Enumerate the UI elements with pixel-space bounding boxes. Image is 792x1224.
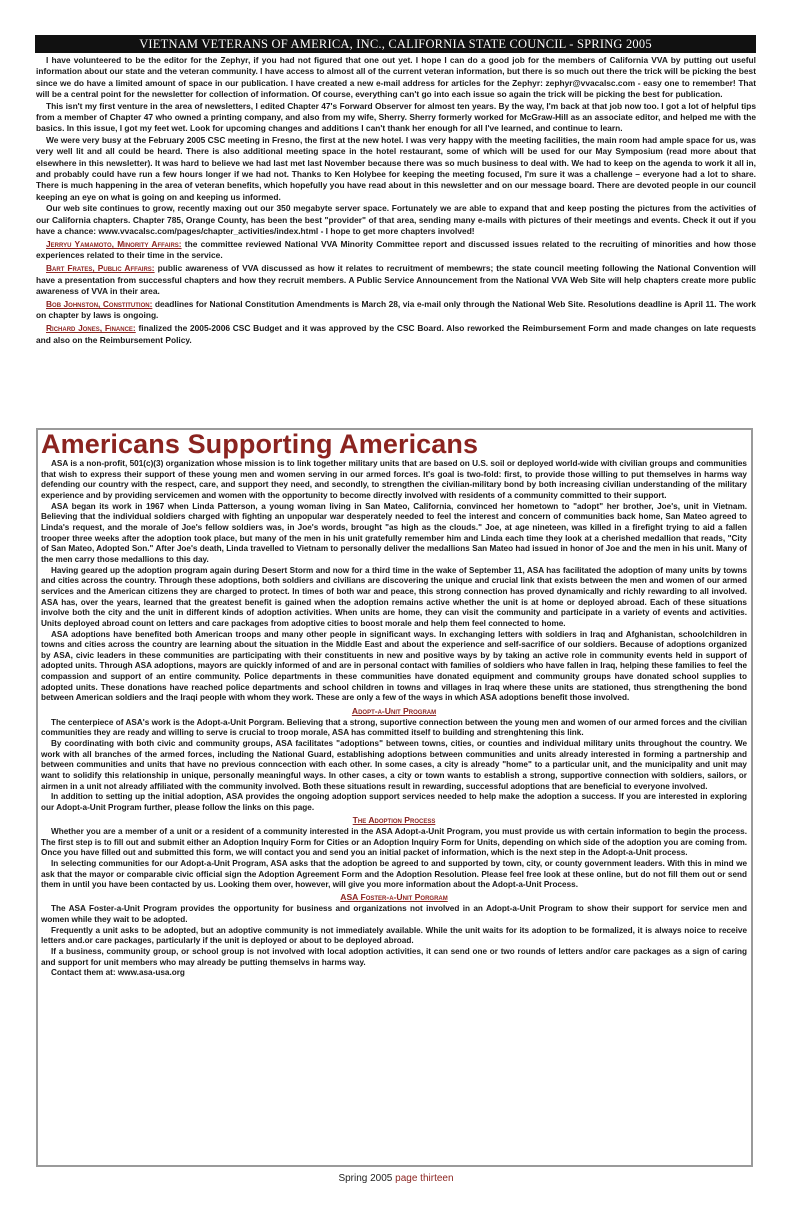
committee-report [36,263,756,297]
committee-report [36,299,756,322]
asa-contact-line: Contact them at: www.asa-usa.org [51,968,185,978]
asa-article-body [41,459,747,979]
asa-paragraph: ASA adoptions have benefited both American troops and many other people in significant ways. In exchanging letters with soldiers in Iraq and Afghanistan, schoolchildren in towns and cities across the country are learning about the situation in the Middle East and about the experience and self-sacrifice of our soldiers. Because of adoptions organized by ASA, civic leaders in these communities are participating with their constituents in new and positive ways by by taking an active role in community events held in support of adopted units. Through ASA adoptions, mayors are quickly informed of and are in personal contact with families of soldiers who have fallen in Iraq, helping these families to feel the compassion and support of an entire community. Police departments in these communities have donated equipment and community groups have donated school supplies to adopted units. These donations have reached police departments and school children in towns and villages in Iraq where these units are stationed, thus strengthening the bond between American soldiers and the Iraqi people with whom they work. These are only a few of the ways in which ASA adoptions benefit those involved. [41,629,747,703]
editorial-paragraph: This isn't my first venture in the area of newsletters, I edited Chapter 47's Forward Observer for almost ten years. By the way, I'm back at that job now too. I got a lot of helpful tips from a member of Chapter 47 who owned a printing company, and also from my wife, Sherry. Sherry formerly worked for McGraw-Hill as an associate editor, and helped me with the basics. In this issue, I got my feet wet. Look for upcoming changes and additions I can't thank her enough for all I've learned, and continue to learn. [36,100,756,134]
section-heading-adoption-process: The Adoption Process [352,815,436,825]
asa-paragraph: If a business, community group, or school group is not involved with local adoption activities, it can send one or two rounds of letters and/or care packages as a sign of caring and support for unit members who may already be putting themselvs in harms way. [41,947,747,967]
editorial-column [36,55,756,346]
asa-paragraph: ASA began its work in 1967 when Linda Patterson, a young woman living in San Mateo, California, convinced her hometown to "adopt" her brother, Joe's, unit in Vietnam. Believing that the individual soldiers charged with fighting an unpopular war desperately needed to feel the interest and concern of communities back home, San Mateo agreed to Linda's request, and the morale of Joe's fellow soldiers was, in Joe's words, brought "as high as the clouds." Joe, at age nineteen, was killed in a firefight trying to aid a fallen trooper three weeks after the adoption took place, but many of the men in his unit gratefully remember him and Linda each time they look at a cherished medallion that reads, "City of San Mateo, Adopted Son." After Joe's death, Linda travelled to Vietnam to personally deliver the medallions San Mateo had issued in honor of Joe and the men in his unit. Many of the men carry those medallions to this day. [41,501,747,564]
asa-paragraph: ASA is a non-profit, 501(c)(3) organization whose mission is to link together military units that are based on U.S. soil or deployed world-wide with civilian groups and communities that wish to express their support of these young men and women serving in our armed forces. It's goal is two-fold: first, to provide those willing to put themselves in harms way defending our country with the respect, care, and support they need, and secondly, to strengthen the civilian-military bond by both increasing civilian understanding of the military experience and by providing servicemen and women with the opportunity to become directly involved with residents of a community committed to their support. [41,459,747,500]
report-author: Bob Johnston, Constitution: [46,299,153,310]
report-author: Bart Frates, Public Affairs: [46,263,155,274]
report-author: Jerryu Yamamoto, Minority Affairs: [46,239,182,249]
report-author: Richard Jones, Finance: [46,323,136,334]
asa-article-title: Americans Supporting Americans [41,429,479,459]
committee-report [36,323,756,346]
footer-page-number: page thirteen [395,1173,454,1184]
asa-paragraph: By coordinating with both civic and community groups, ASA facilitates "adoptions" between towns, cities, or counties and individual military units throughout the country. We work with all branches of the armed forces, including the National Guard, establishing adoptions between communities and units already interested in forming a partnership and between communities and units that have no previous conncection with each other. In some cases, a city is already "home" to a particular unit, and the municipality and unit may want to solidify this relationship in unique, personally meaningful ways. In other cases, a city or town wants to establish a strong, supportive connection with soldiers, sailors, or airmen in a unit not already affiliated with the community involved. Both these situations result in rewarding, successful adoptions that are beneficial to everyone involved. [41,738,747,791]
asa-article-box [36,428,753,1167]
asa-paragraph: Frequently a unit asks to be adopted, but an adoptive community is not immediately available. While the unit waits for its adoption to be formalized, it is always noice to receive letters and.or care packages, particularly if the unit is deployed or about to be deployed abroad. [41,925,747,946]
report-text: the committee reviewed National VVA Minority Committee report and discussed issues related to the recruiting of minorities and how those experiences related to their time in the service. [36,239,756,261]
section-heading-foster-a-unit: ASA Foster-a-Unit Porgram [340,892,448,903]
report-text: finalized the 2005-2006 CSC Budget and it was approved by the CSC Board. Also reworked the Reimbursement Form and made changes on late requests and also on the Reimbursement Policy. [36,323,757,345]
asa-paragraph: The centerpiece of ASA's work is the Adopt-a-Unit Porgram. Believing that a strong, suportive connection between the young men and women of our armed forces and the civilian communities they are ready and willing to serve is crucial to troop morale, ASA has committed itself to building and strenghtening this link. [41,717,747,738]
asa-paragraph: Having geared up the adoption program again during Desert Storm and now for a third time in the wake of September 11, ASA has facilitated the adoption of many units by towns and cities across the country. Through these adoptions, both soldiers and civilians are discovering the unique and crucial link that exists between the men and women of our armed services and the American citizens they are charged to protect. In times of both war and peace, this strong connection has proved dynamically and richly rewarding to all involved. ASA has, over the years, learned that the greatest benefit is gained when the adoption remains active whether the unit is at home or deployed abroad. Each of these situations involve both the city and the unit in different kinds of adoption activities. When units are home, they can visit the community and participate in a variety of events and activities. Units deployed abroad count on letters and care packages from adoptive cities to boost morale and help them feel connected to home. [41,565,747,628]
asa-paragraph: In selecting communities for our Adopt-a-Unit Program, ASA asks that the adoption be agreed to and supported by town, city, or county government leaders. With this in mind we ask that the mayor or comparable civic official sign the Adoption Agreement Form and the Adoption Resolution. Please feel free look at these online, but do not fill them out or send them in until you have been contacted by us. Looking them over, however, will give you more information about the Adopt-a-Unit Process. [41,858,747,890]
footer-issue: Spring 2005 [338,1173,393,1184]
asa-paragraph: The ASA Foster-a-Unit Program provides the opportunity for business and organizations not involved in an Adopt-a-Unit Program to show their support for service men and women while they wait to be adopted. [41,904,747,925]
asa-paragraph: Whether you are a member of a unit or a resident of a community interested in the ASA Adopt-a-Unit Program, you must provide us with certain information to begin the process. The first step is to fill out and submit either an Adoption Inquiry Form for Cities or an Adoption Inquiry Form for Units, depending on which side of the adoption you are coming from. Once you have filled out and submitted this form, we will contact you and send you an initial packet of information, which is the next step in the Adopt-a-Unit process. [41,827,747,858]
masthead-banner: VIETNAM VETERANS OF AMERICA, INC., CALIFORNIA STATE COUNCIL - SPRING 2005 [35,35,756,53]
asa-paragraph: In addition to setting up the initial adoption, ASA provides the ongoing adoption support services needed to help make the adoption a success. If you are interested in exploring our Adopt-a-Unit Program further, please follow the links on this page. [41,792,747,812]
report-text: deadlines for National Constitution Amendments is March 28, via e-mail only through the National Web Site. Resolutions deadline is April 11. The work on chapter by laws is ongoing. [36,299,756,321]
editorial-paragraph: I have volunteered to be the editor for the Zephyr, if you had not figured that one out yet. I hope I can do a good job for the members of California VVA by putting out useful information about our state and the veteran community. I have access to almost all of the current veteran information, but there is so much out there the trick will be picking the best since we do have a limited amount of space in our publication. I have created a new e-mail address for articles for the Zephyr: zephyr@vvacalsc.com - easy one to remember! That will be a central point for the newsletter for collection of information. Of course, everything can't go into each issue so again the trick will be picking the best for publication. [36,55,756,100]
committee-report [36,239,756,262]
page-footer [0,1173,792,1185]
editorial-paragraph: Our web site continues to grow, recently maxing out our 350 megabyte server space. Fortunately we are able to expand that and keep posting the pictures from the activities of our California chapters. Chapter 785, Orange County, has been the best "provider" of that area, sending many e-mails with pictures of their meetings and events. Check it out if you have a chance: www.vvacalsc.com/pages/chapter_activities/index.html - I hope to get more chapters involved! [36,203,756,237]
editorial-paragraph: We were very busy at the February 2005 CSC meeting in Fresno, the first at the new hotel. I was very happy with the meeting facilities, the main room had ample space for us, was very well lit and all could be heard. There is also additional meeting space in the hotel restaurant, some of which will be used for our May Symposium (read more about that elsewhere in this newsletter). It was hard to believe we had last met last November because there was so much business to deal with. We had to keep on the agenda to work it all in, and probably could have run a few hours longer if we had not. Thanks to Ken Holybee for keeping the meeting focused, I'm sure it was a challenge – everyone had a lot to share. There is much happening in the area of veteran benefits, which hopefully you have read about in this newsletter and on our message board. There are devoted people in our council keeping an eye on what is going on and keeping us informed. [36,134,756,202]
report-text: public awareness of VVA discussed as how it relates to recruitment of membewrs; the state council meeting following the National Convention will have a presentation from successful chapters and how they recruit members. A Public Service Announcement from the National VVA Web Site will help chapters create more public awareness of VVA in their area. [36,263,756,297]
section-heading-adopt-a-unit: Adopt-a-Unit Program [351,705,437,716]
